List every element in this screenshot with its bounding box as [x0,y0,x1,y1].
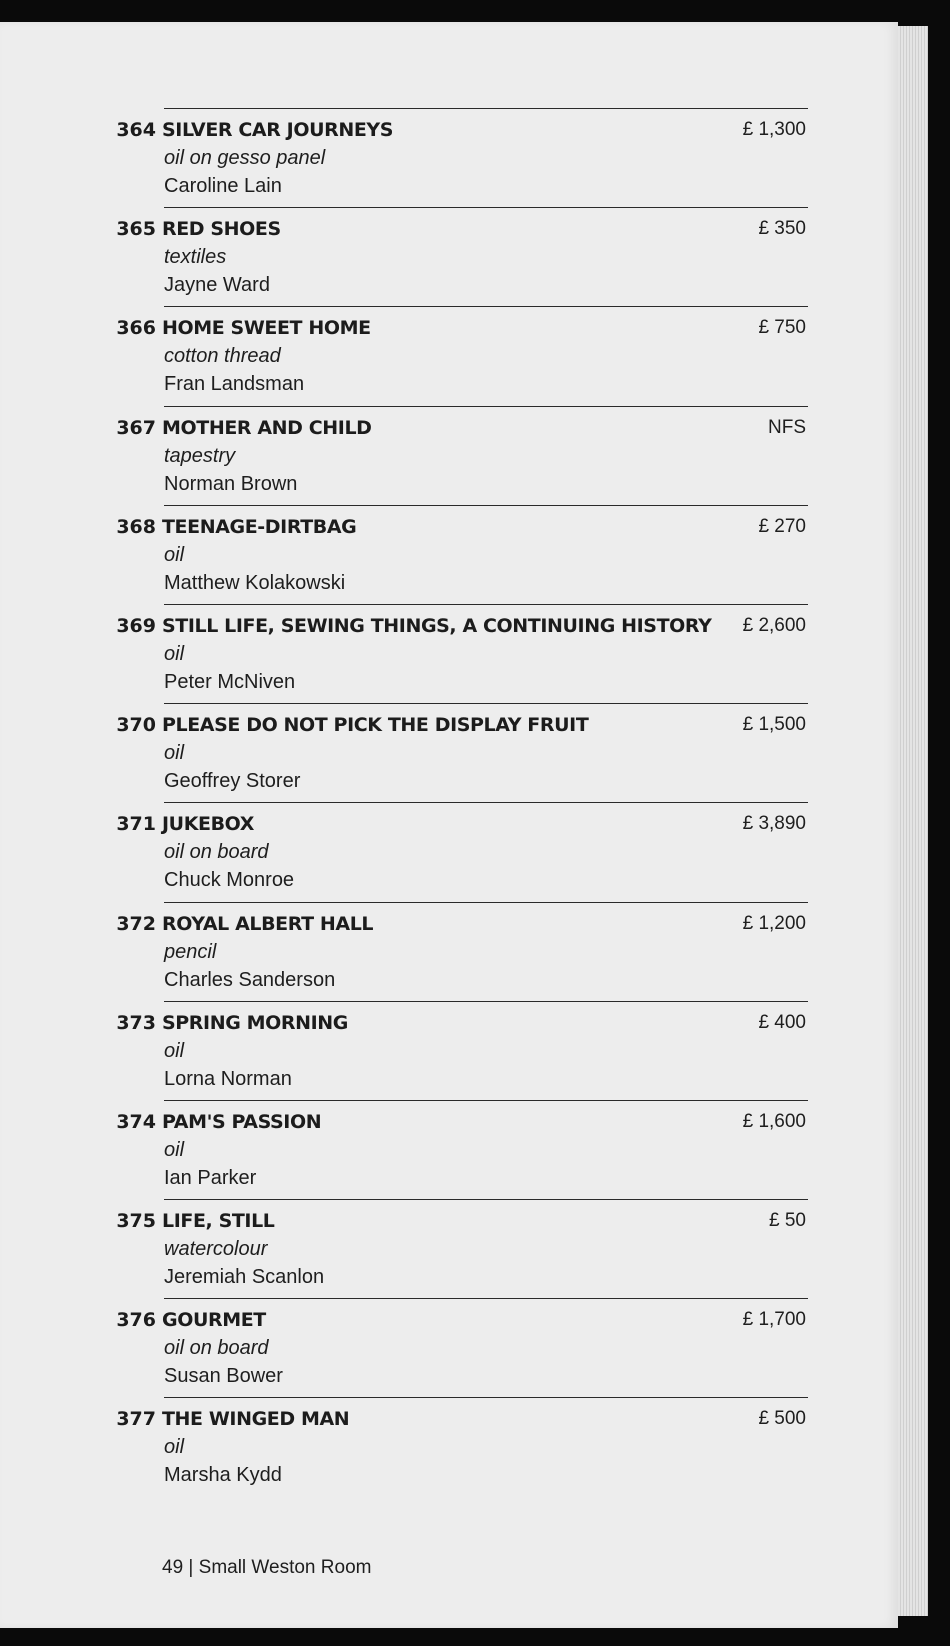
entry-medium: oil [164,1436,185,1459]
entry-medium: watercolour [164,1238,268,1261]
entry-medium: oil on board [164,1337,269,1360]
page-number: 49 [162,1557,184,1578]
entry-number: 369 [116,614,156,637]
entry-medium: tapestry [164,444,236,467]
entry-artist: Peter McNiven [164,670,296,693]
entry-price: £ 1,600 [742,1110,806,1132]
catalogue-entry [116,1100,808,1199]
room-name: Small Weston Room [198,1557,372,1578]
entry-number: 375 [116,1210,156,1233]
entry-medium: oil [164,642,185,665]
entry-price: £ 2,600 [742,614,806,636]
entry-title: SPRING MORNING [162,1011,348,1034]
entry-title: SILVER CAR JOURNEYS [162,119,394,141]
entry-price: £ 1,200 [742,912,806,934]
catalogue-entry [116,406,808,505]
entry-title: PAM'S PASSION [162,1110,322,1133]
entry-artist: Caroline Lain [164,175,282,197]
catalogue-entry [116,902,808,1001]
catalogue-entry [116,306,808,405]
entry-artist: Susan Bower [164,1365,283,1388]
catalogue-list [116,108,808,1497]
entry-medium: cotton thread [164,345,281,368]
entry-price: £ 1,500 [742,714,806,736]
entry-medium: pencil [164,940,217,963]
entry-number: 373 [116,1011,156,1034]
entry-medium: oil on board [164,841,269,864]
entry-number: 367 [116,416,156,439]
entry-number: 371 [116,813,156,836]
entry-medium: oil [164,1039,185,1062]
entry-title: PLEASE DO NOT PICK THE DISPLAY FRUIT [162,714,589,737]
entry-title: GOURMET [162,1309,266,1332]
entry-price: £ 270 [758,515,806,537]
entry-medium: oil [164,1138,185,1161]
entry-number: 366 [116,317,156,340]
entry-title: MOTHER AND CHILD [162,416,372,439]
entry-artist: Charles Sanderson [164,968,336,991]
entry-title: RED SHOES [162,218,281,241]
entry-number: 364 [116,119,156,141]
entry-medium: textiles [164,246,227,269]
entry-title: LIFE, STILL [162,1210,275,1233]
catalogue-entry [116,1397,808,1496]
entry-title: ROYAL ALBERT HALL [162,912,374,935]
entry-artist: Lorna Norman [164,1067,292,1090]
entry-price: £ 400 [758,1011,806,1033]
entry-title: THE WINGED MAN [162,1408,350,1431]
catalogue-entry [116,1199,808,1298]
entry-number: 374 [116,1110,156,1133]
entry-title: TEENAGE-DIRTBAG [162,515,357,538]
entry-price: £ 500 [758,1408,806,1430]
catalogue-entry [116,802,808,901]
page-footer [162,1557,371,1579]
entry-title: HOME SWEET HOME [162,317,371,340]
catalogue-entry [116,505,808,604]
entry-price: £ 50 [769,1210,806,1232]
entry-medium: oil on gesso panel [164,147,326,169]
entry-artist: Jeremiah Scanlon [164,1266,325,1289]
entry-artist: Jayne Ward [164,274,270,297]
entry-number: 377 [116,1408,156,1431]
entry-artist: Ian Parker [164,1166,257,1189]
entry-medium: oil [164,543,185,566]
entry-number: 368 [116,515,156,538]
page-edge [898,26,928,1616]
entry-price: £ 3,890 [742,813,806,835]
entry-title: STILL LIFE, SEWING THINGS, A CONTINUING HISTORY [162,614,712,637]
entry-price: £ 1,700 [742,1309,806,1331]
entry-medium: oil [164,742,185,765]
entry-artist: Geoffrey Storer [164,770,301,793]
entry-artist: Matthew Kolakowski [164,571,346,594]
catalogue-entry [116,1001,808,1100]
entry-price: £ 350 [758,218,806,240]
catalogue-entry [116,108,808,207]
entry-number: 370 [116,714,156,737]
entry-artist: Norman Brown [164,472,298,495]
catalogue-entry [116,207,808,306]
entry-price: £ 750 [758,317,806,339]
catalogue-entry [116,703,808,802]
entry-number: 365 [116,218,156,241]
entry-price: NFS [768,416,806,438]
entry-number: 376 [116,1309,156,1332]
catalogue-entry [116,1298,808,1397]
entry-number: 372 [116,912,156,935]
entry-artist: Marsha Kydd [164,1464,282,1487]
entry-artist: Fran Landsman [164,373,305,396]
catalogue-entry [116,604,808,703]
entry-title: JUKEBOX [162,813,255,836]
footer-separator: | [188,1557,194,1578]
entry-price: £ 1,300 [742,119,806,140]
entry-artist: Chuck Monroe [164,869,295,892]
